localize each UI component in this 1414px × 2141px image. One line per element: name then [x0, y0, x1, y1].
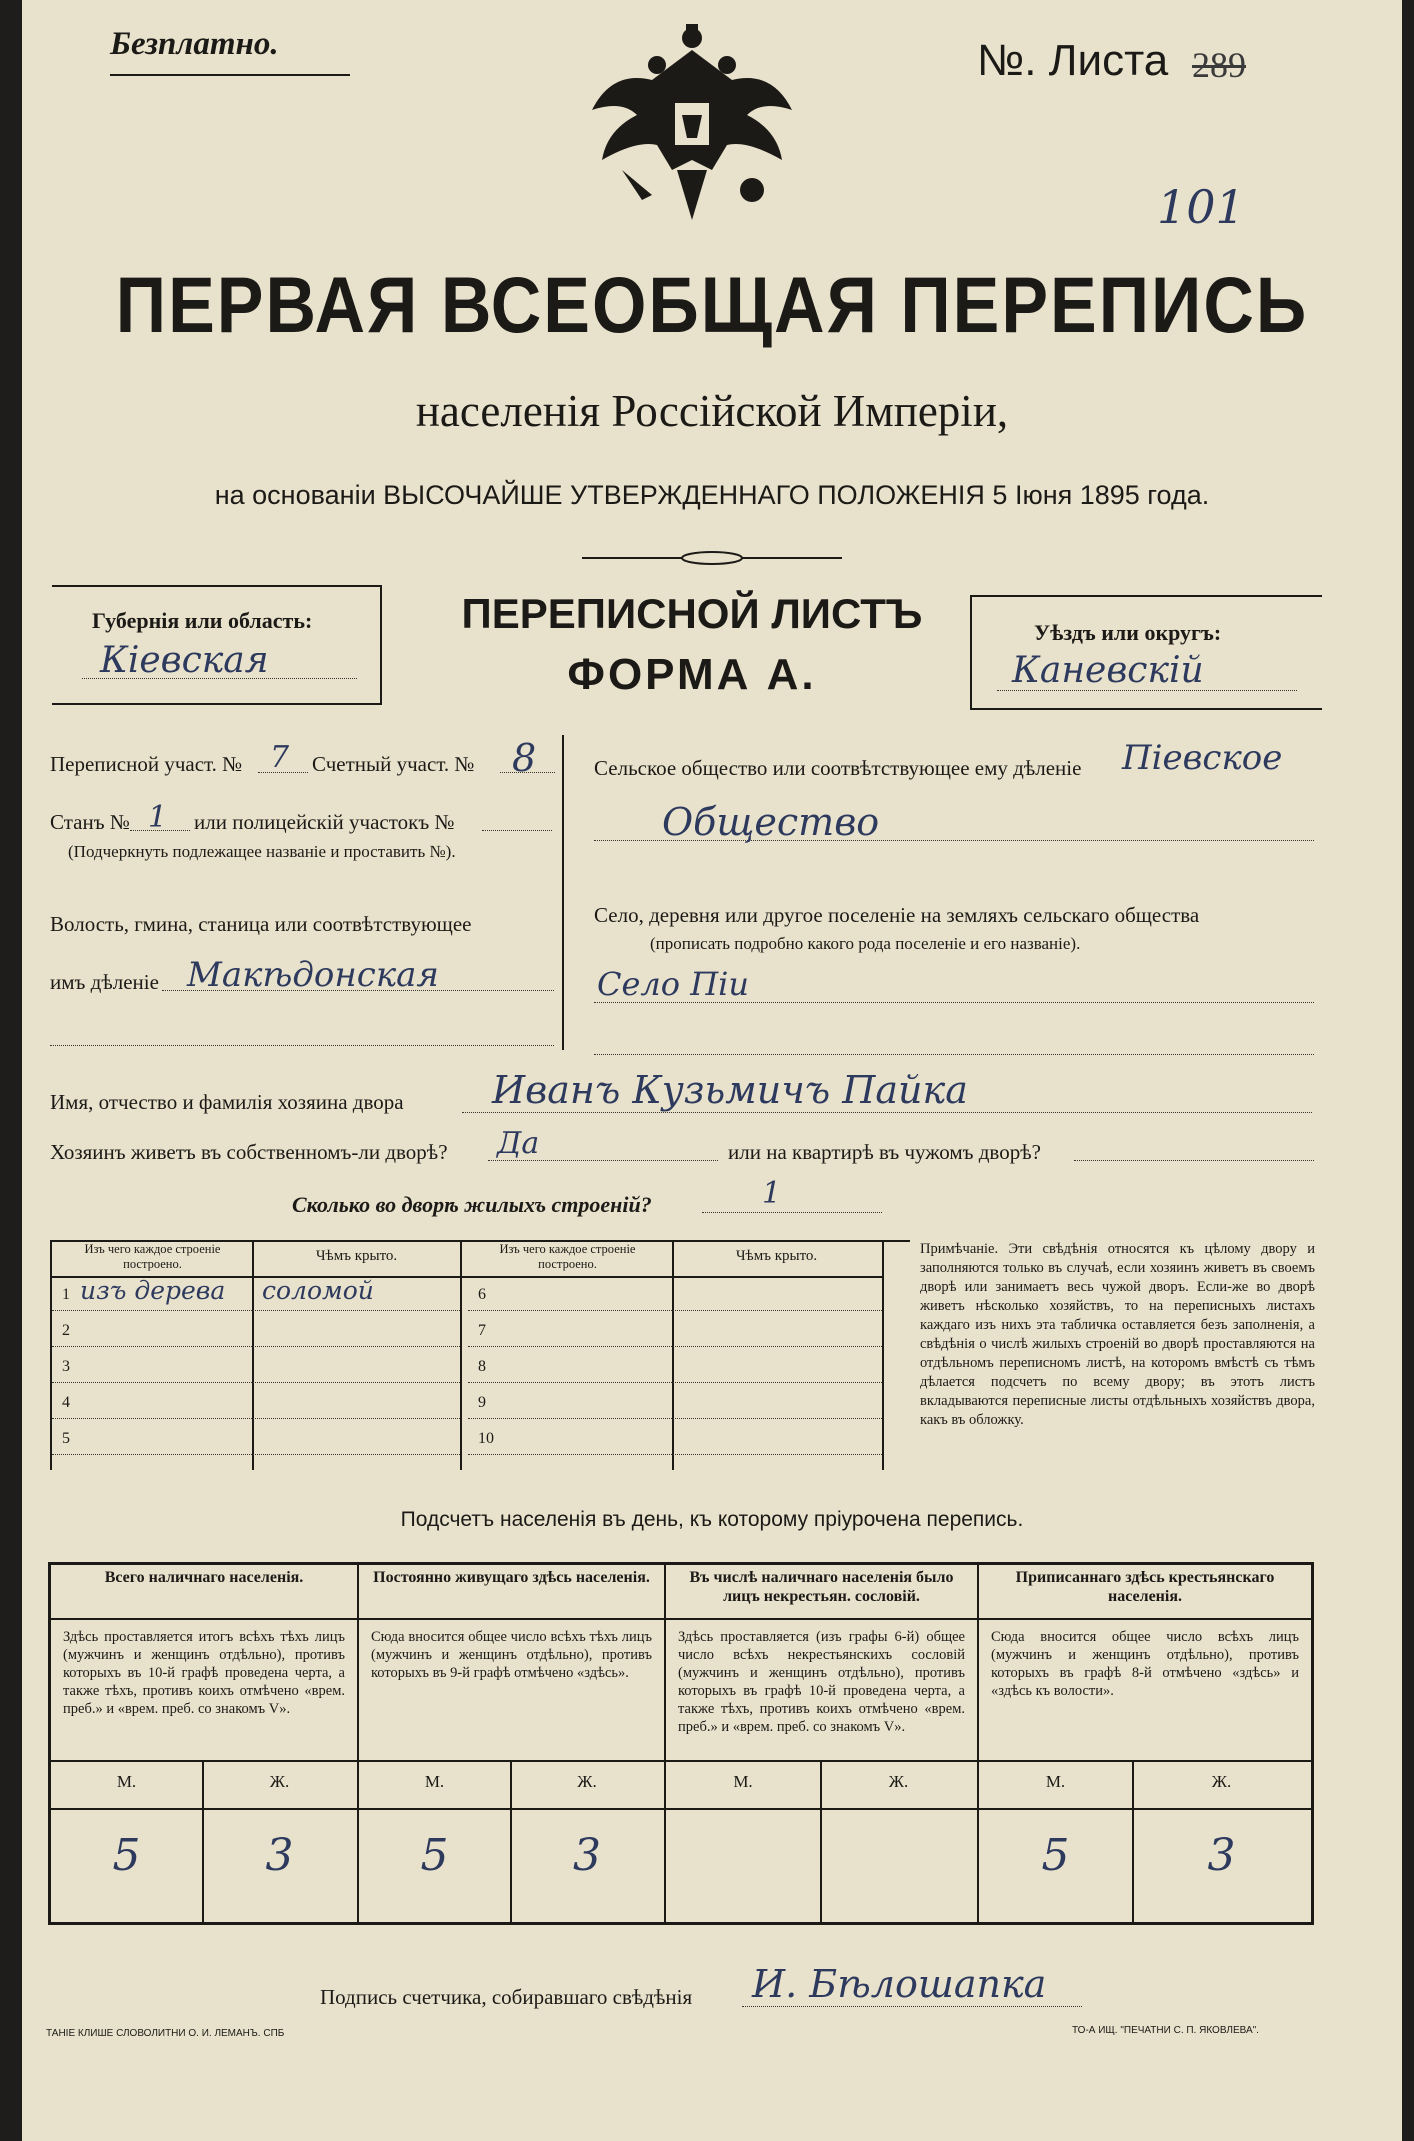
district-box-left	[970, 595, 972, 710]
bt-row-number: 10	[478, 1430, 494, 1447]
pt-male-value: 5	[1041, 1830, 1070, 1881]
bt-col-roof-right: Чѣмъ крыто.	[735, 1248, 818, 1264]
bt-row-line	[468, 1454, 882, 1455]
owner-lives-value: Да	[497, 1126, 540, 1161]
bt-col-roof-left: Чѣмъ крыто.	[315, 1248, 398, 1264]
police-label: или полицейскій участокъ №	[194, 810, 455, 834]
district-box-top	[970, 595, 1322, 597]
district-value: Каневскій	[1012, 650, 1204, 691]
free-label: Безплатно.	[110, 26, 279, 62]
pt-col-desc: Здѣсь проставляется итогъ всѣхъ тѣхъ лицъ (мужчинъ и женщинъ отдѣльно), противъ которыхъ въ 10-й графѣ проведена черта, а также тѣхъ, противъ коихъ отмѣчено «врем. преб.» и «врем. преб. со знакомъ V».	[63, 1629, 345, 1717]
bt-row-line	[468, 1346, 882, 1347]
buildings-line	[702, 1212, 882, 1213]
bt-row-line	[52, 1346, 460, 1347]
bt-row-roof: соломой	[262, 1276, 374, 1305]
printer-note-right: ТО-А ИЩ. "ПЕЧАТНИ С. П. ЯКОВЛЕВА".	[1072, 2025, 1259, 2036]
pt-top	[48, 1562, 1314, 1565]
pt-female-value: 3	[265, 1830, 294, 1881]
owner-name-label: Имя, отчество и фамилія хозяина двора	[50, 1090, 404, 1114]
underline-note: (Подчеркнуть подлежащее названіе и проставить №).	[68, 842, 456, 861]
pt-female-value: 3	[1207, 1830, 1236, 1881]
form-legal-basis: на основаніи ВЫСОЧАЙШЕ УТВЕРЖДЕННАГО ПОЛОЖЕНІЯ 5 Іюня 1895 года.	[214, 480, 1210, 510]
bt-row-line	[468, 1382, 882, 1383]
bt-row-number: 7	[478, 1322, 486, 1339]
pt-male-value: 5	[420, 1830, 449, 1881]
pt-col-2	[664, 1562, 666, 1925]
pt-bottom	[48, 1922, 1314, 1925]
bt-row-number: 5	[62, 1430, 70, 1447]
owner-lives-label: Хозяинъ живетъ въ собственномъ-ли дворѣ?	[50, 1140, 448, 1164]
ornament-divider-icon	[582, 550, 842, 566]
signature-value: И. Бѣлошапка	[752, 1962, 1047, 2006]
census-section-value: 7	[270, 740, 290, 775]
village-label: Село, деревня или другое поселеніе на земляхъ сельскаго общества	[594, 903, 1200, 927]
census-form-page	[22, 0, 1402, 2141]
bt-col-rule-2	[672, 1240, 674, 1470]
pt-col-desc: Сюда вносится общее число всѣхъ тѣхъ лицъ (мужчинъ и женщинъ отдѣльно), противъ которыхъ въ 9-й графѣ отмѣчено «здѣсь».	[371, 1629, 652, 1681]
pt-female-value: 3	[573, 1830, 601, 1881]
volost-label-2: имъ дѣленіе	[50, 970, 159, 994]
population-title: Подсчетъ населенія въ день, къ которому пріурочена перепись.	[400, 1508, 1024, 1531]
sheet-number-value: 289	[1192, 45, 1246, 85]
count-section-label: Счетный участ. №	[312, 752, 475, 776]
bt-row-line	[468, 1310, 882, 1311]
bt-row-number: 6	[478, 1286, 486, 1303]
district-label: Уѣздъ или округъ:	[1034, 620, 1222, 645]
pt-mf-rule	[48, 1808, 1314, 1810]
bt-row-material: изъ дерева	[80, 1276, 226, 1305]
bt-col-material-left: Изъ чего каждое строеніе построено.	[84, 1242, 221, 1271]
fields-divider	[562, 735, 564, 1050]
form-sheet-title: ПЕРЕПИСНОЙ ЛИСТЪ	[461, 590, 923, 637]
bt-row-number: 2	[62, 1322, 70, 1339]
pt-col-desc: Сюда вносится общее число всѣхъ лицъ (мужчинъ и женщинъ отдѣльно), противъ которыхъ въ графѣ 8-й отмѣчено «здѣсь» и «здѣсь къ волости».	[991, 1629, 1299, 1699]
bt-row-line	[468, 1418, 882, 1419]
bt-row-line	[52, 1454, 460, 1455]
society-label: Сельское общество или соотвѣтствующее ему дѣленіе	[594, 756, 1082, 780]
pt-col-head: Въ числѣ наличнаго населенія было лицъ некрестьян. сословій.	[689, 1569, 954, 1605]
apartment-label: или на квартирѣ въ чужомъ дворѣ?	[728, 1140, 1041, 1164]
pt-desc-rule	[48, 1760, 1314, 1762]
pt-col-head: Всего наличнаго населенія.	[104, 1569, 304, 1586]
pt-head-rule	[48, 1618, 1314, 1620]
buildings-label: Сколько во дворѣ жилыхъ строеній?	[292, 1192, 652, 1217]
province-box-top	[52, 585, 382, 587]
buildings-note: Примѣчаніе. Эти свѣдѣнія относятся къ цѣлому двору и заполняются только въ случаѣ, если хозяинъ живетъ въ своемъ дворѣ или занимаетъ весь чужой дворъ. Если-же во дворѣ живетъ нѣсколько хозяйствъ, то на переписныхъ листахъ каждаго изъ нихъ эта табличка оставляется безъ заполненія, а свѣдѣнія о числѣ жилыхъ строеній во дворѣ проставляются на отдѣльномъ переписномъ листѣ, на которомъ вмѣстѣ съ тѣмъ дѣлается подсчетъ по всему двору; въ этотъ листъ вкладываются переписные листы отдѣльныхъ хозяйствъ двора, какъ въ обложку.	[920, 1241, 1315, 1428]
society-value-2: Общество	[662, 800, 880, 844]
free-label-underline	[110, 74, 350, 76]
bt-col-rule-1	[252, 1240, 254, 1470]
bt-right-rule	[882, 1240, 884, 1470]
stamp-number: 101	[1157, 180, 1245, 234]
village-note: (прописать подробно какого рода поселеніе и его названіе).	[650, 934, 1081, 953]
owner-name-line	[462, 1112, 1312, 1113]
imperial-eagle-emblem-icon	[582, 20, 802, 225]
pt-right	[1311, 1562, 1314, 1925]
bt-mid-rule	[460, 1240, 466, 1470]
stan-label: Станъ №	[50, 810, 130, 834]
census-section-label: Переписной участ. №	[50, 752, 243, 776]
pt-male-label: М.	[1045, 1772, 1066, 1791]
bt-row-line	[52, 1310, 460, 1311]
volost-label: Волость, гмина, станица или соотвѣтствующее	[50, 912, 472, 936]
bt-row-number: 1	[62, 1286, 70, 1303]
signature-line	[742, 2006, 1082, 2007]
pt-female-label: Ж.	[1211, 1772, 1232, 1791]
bt-row-number: 8	[478, 1358, 486, 1375]
police-line	[482, 830, 552, 831]
pt-male-label: М.	[733, 1772, 753, 1791]
volost-line-2	[50, 1045, 554, 1046]
pt-col-head: Постоянно живущаго здѣсь населенія.	[373, 1569, 650, 1586]
form-main-title: ПЕРВАЯ ВСЕОБЩАЯ ПЕРЕПИСЬ	[115, 261, 1309, 349]
province-value: Кіевская	[100, 640, 269, 681]
owner-name-value: Иванъ Кузьмичъ Пайка	[492, 1068, 968, 1112]
stan-value: 1	[148, 800, 168, 835]
bt-row-line	[52, 1382, 460, 1383]
form-type: ФОРМА А.	[567, 650, 817, 699]
pt-male-label: М.	[116, 1772, 137, 1791]
bt-row-number: 4	[62, 1394, 70, 1411]
pt-col-desc: Здѣсь проставляется (изъ графы 6-й) общее число всѣхъ некрестьянскихъ сословій (мужчинъ и женщинъ отдѣльно), противъ которыхъ въ графѣ 10-й проведена черта, а также тѣхъ, противъ коихъ отмѣчено «врем. преб.» и «врем. преб. со знакомъ V».	[678, 1629, 965, 1735]
province-box-right	[380, 585, 382, 705]
signature-label: Подпись счетчика, собиравшаго свѣдѣнія	[320, 1985, 693, 2009]
volost-value: Макѣдонская	[187, 955, 439, 995]
bt-col-material-right: Изъ чего каждое строеніе построено.	[499, 1242, 636, 1271]
village-value: Село Піи	[597, 965, 749, 1003]
village-line-2	[594, 1054, 1314, 1055]
count-section-value: 8	[512, 736, 537, 780]
pt-female-label: Ж.	[269, 1772, 290, 1791]
pt-male-value: 5	[112, 1830, 141, 1881]
bt-row-number: 9	[478, 1394, 486, 1411]
bt-left-rule	[50, 1240, 52, 1470]
province-box-bottom	[52, 703, 382, 705]
form-subtitle: населенія Россійской Имперіи,	[415, 386, 1009, 436]
bt-row-line	[52, 1418, 460, 1419]
pt-col-head: Приписаннаго здѣсь крестьянскаго населенія.	[1015, 1569, 1275, 1605]
apartment-line	[1074, 1160, 1314, 1161]
pt-male-label: М.	[424, 1772, 445, 1791]
district-box-bottom	[970, 708, 1322, 710]
pt-female-label: Ж.	[888, 1772, 909, 1791]
province-label: Губернія или область:	[92, 608, 313, 633]
society-value: Піевское	[1122, 738, 1283, 778]
bt-row-number: 3	[62, 1358, 70, 1375]
sheet-number-label: №. Листа	[977, 36, 1169, 85]
buildings-value: 1	[762, 1176, 782, 1211]
printer-note-left: ТАНІЕ КЛИШЕ СЛОВОЛИТНИ О. И. ЛЕМАНЪ. СПБ	[46, 2028, 285, 2039]
pt-female-label: Ж.	[577, 1772, 597, 1791]
